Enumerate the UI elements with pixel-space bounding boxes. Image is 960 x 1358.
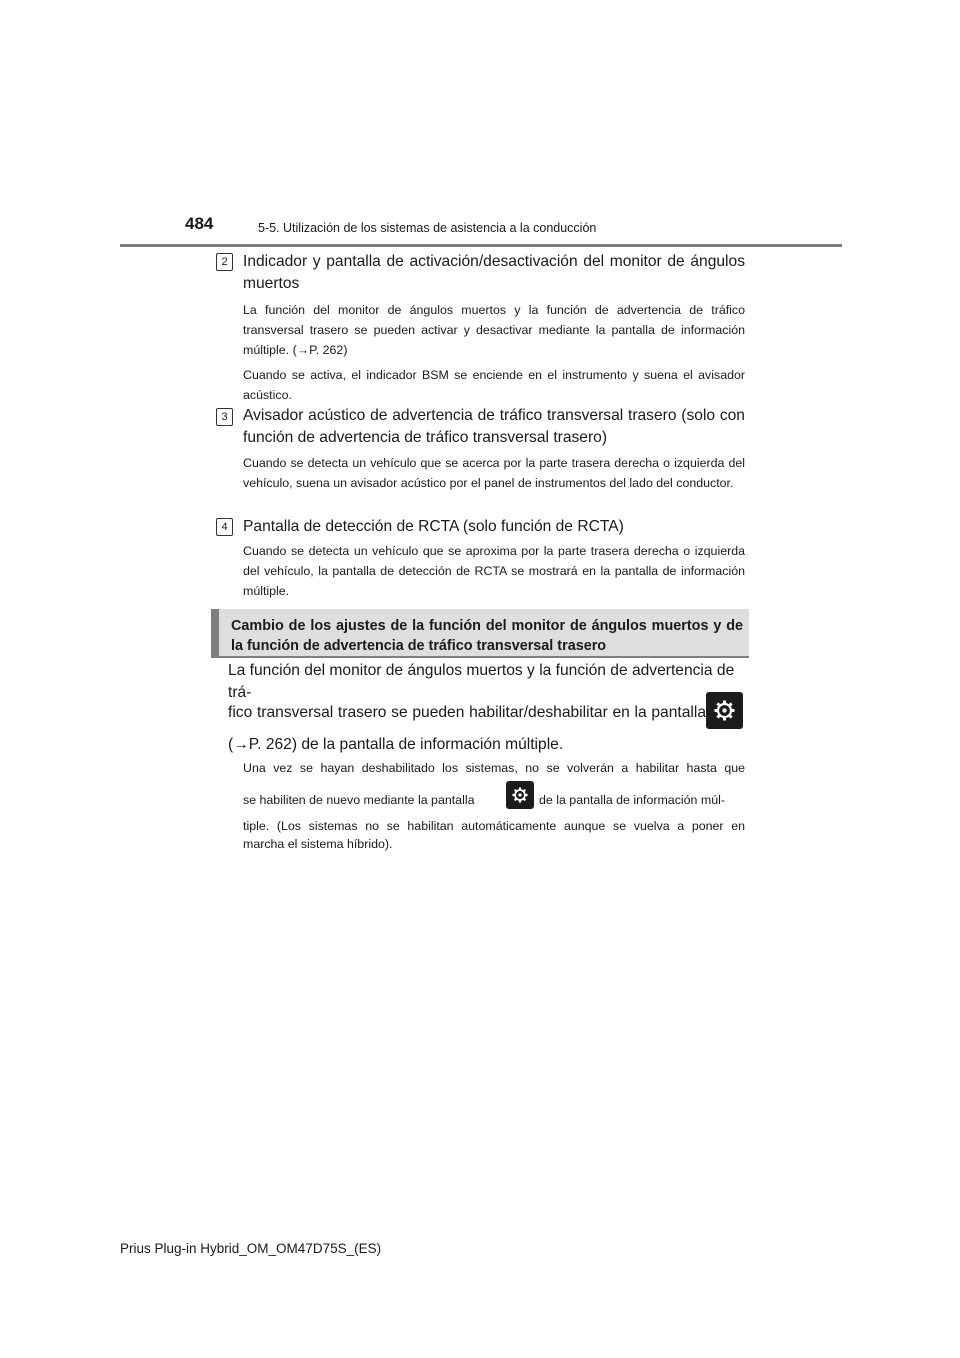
item-body-paragraph: Cuando se detecta un vehículo que se acerca por la parte trasera derecha o izquierda del vehículo, suena un avisador acústico por el panel de instrumentos del lado del conductor.: [243, 456, 745, 490]
note-line: tiple. (Los sistemas no se habilitan automáticamente aunque se vuelva a poner en: [243, 819, 745, 833]
note-line: se habiliten de nuevo mediante la pantalla: [243, 793, 475, 807]
item-body-paragraph: Cuando se detecta un vehículo que se aproxima por la parte trasera derecha o izquierda del vehículo, la pantalla de detección de RCTA se mostrará en la pantalla de información múltiple.: [243, 544, 745, 598]
item-heading: Pantalla de detección de RCTA (solo función de RCTA): [243, 518, 624, 535]
item-body-paragraph: Cuando se activa, el indicador BSM se enciende en el instrumento y suena el avisador acústico.: [243, 368, 745, 402]
main-paragraph-line: (→P. 262) de la pantalla de información múltiple.: [228, 736, 564, 753]
item-body-paragraph: La función del monitor de ángulos muertos y la función de advertencia de tráfico transversal trasero se pueden activar y desactivar mediante la pantalla de información múltiple. (→P. 262): [243, 303, 745, 357]
document-footer: Prius Plug-in Hybrid_OM_OM47D75S_(ES): [120, 1241, 382, 1256]
main-paragraph-line: La función del monitor de ángulos muertos y la función de advertencia de trá-: [228, 662, 735, 701]
banner-title: Cambio de los ajustes de la función del monitor de ángulos muertos y de la función de advertencia de tráfico transversal trasero: [231, 618, 743, 654]
gear-icon: [506, 781, 534, 809]
gear-icon: [706, 692, 743, 729]
item-number-badge: 2: [216, 253, 233, 271]
note-line: Una vez se hayan deshabilitado los sistemas, no se volverán a habilitar hasta que: [243, 761, 745, 775]
note-line: de la pantalla de información múl-: [539, 793, 725, 807]
section-title: 5-5. Utilización de los sistemas de asistencia a la conducción: [258, 221, 597, 235]
item-number-badge: 3: [216, 408, 233, 426]
item-body: [243, 541, 745, 601]
item-heading: Avisador acústico de advertencia de tráfico transversal trasero (solo con función de advertencia de tráfico transversal trasero): [243, 407, 745, 446]
section-banner: [211, 609, 749, 658]
settings-gear-icon: [506, 781, 534, 809]
main-paragraph-line: fico transversal trasero se pueden habilitar/deshabilitar en la pantalla: [228, 704, 706, 721]
note-line: marcha el sistema híbrido).: [243, 837, 393, 851]
item-body: [243, 300, 745, 405]
item-number-badge: 4: [216, 518, 233, 536]
item-heading: Indicador y pantalla de activación/desactivación del monitor de ángulos muertos: [243, 253, 745, 292]
page-number: 484: [185, 214, 214, 233]
settings-gear-icon: [706, 692, 743, 729]
header-divider: [120, 244, 842, 247]
item-body: [243, 453, 745, 493]
